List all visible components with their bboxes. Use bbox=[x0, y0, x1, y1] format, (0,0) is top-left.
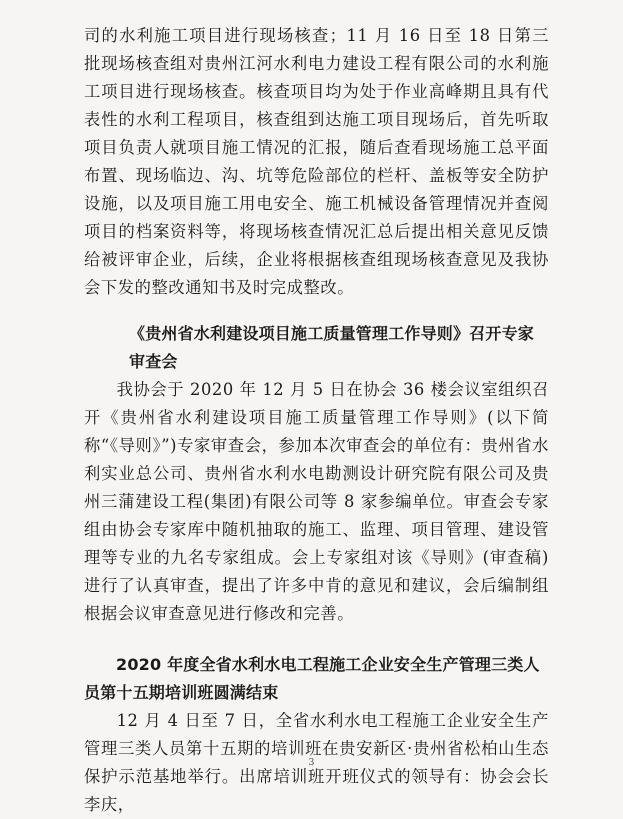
section-1-paragraph: 司的水利施工项目进行现场核查；11 月 16 日至 18 日第三批现场核查组对贵州江河水利电力建设工程有限公司的水利施工项目进行现场核查。核查项目均为处于作业高峰期且具有代表性的水利工程项目，核查组到达施工项目现场后，首先听取项目负责人就项目施工情况的汇报，随后查看现场施工总平面布置、现场临边、沟、坑等危险部位的栏杆、盖板等安全防护设施，以及项目施工用电安全、施工机械设备管理情况并查阅项目的档案资料等，将现场核查情况汇总后提出相关意见反馈给被评审企业，后续，企业将根据核查组现场核查意见及我协会下发的整改通知书及时完成整改。 bbox=[84, 26, 549, 297]
document-body bbox=[84, 22, 549, 819]
page-number: 3 bbox=[308, 758, 315, 768]
section-3-paragraph: 12 月 4 日至 7 日，全省水利水电工程施工企业安全生产管理三类人员第十五期的培训班在贵安新区·贵州省松柏山生态保护示范基地举行。出席培训班开班仪式的领导有：协会会长李庆， bbox=[84, 711, 549, 814]
section-2-paragraph: 我协会于 2020 年 12 月 5 日在协会 36 楼会议室组织召开《贵州省水利建设项目施工质量管理工作导则》(以下简称“《导则》”)专家审查会，参加本次审查会的单位有：贵州省水利实业总公司、贵州省水利水电勘测设计研究院有限公司及贵州三蒲建设工程(集团)有限公司等 8 家参编单位。审查会专家组由协会专家库中随机抽取的施工、监理、项目管理、建设管理等专业的九名专家组成。会上专家组对该《导则》(审查稿)进行了认真审查，提出了许多中肯的意见和建议，会后编制组根据会议审查意见进行修改和完善。 bbox=[84, 380, 549, 623]
section-3-title: 2020 年度全省水利水电工程施工企业安全生产管理三类人员第十五期培训班圆满结束 bbox=[84, 655, 540, 702]
section-2-title: 《贵州省水利建设项目施工质量管理工作导则》召开专家审查会 bbox=[129, 324, 535, 371]
